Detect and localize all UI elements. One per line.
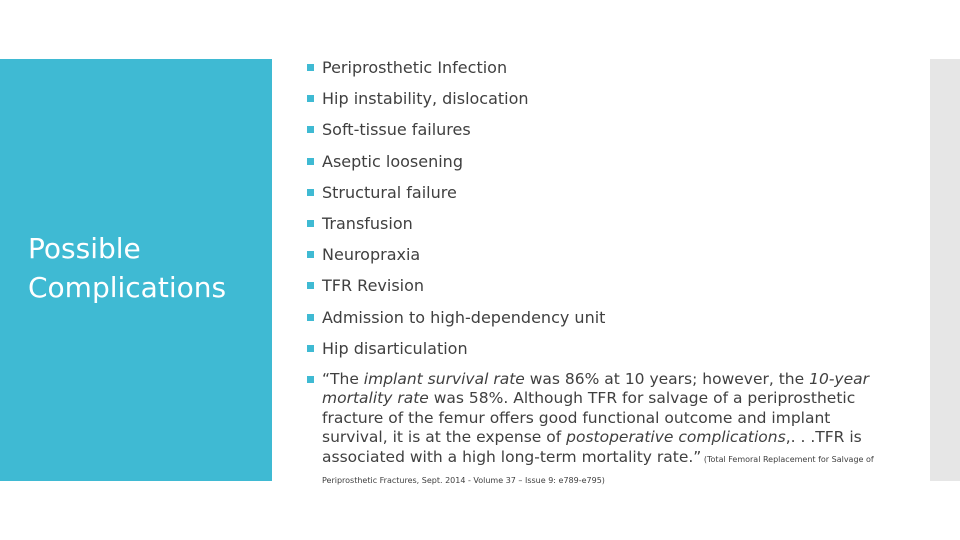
quote-text: ,. . .TFR is associated with a high long-term mortality rate.” bbox=[322, 428, 862, 466]
square-bullet-icon bbox=[307, 251, 314, 258]
list-item-text: Admission to high-dependency unit bbox=[322, 307, 606, 327]
list-item bbox=[306, 245, 876, 264]
square-bullet-icon bbox=[307, 158, 314, 165]
quote-emphasis: 10-year mortality rate bbox=[322, 369, 869, 408]
list-item bbox=[306, 214, 876, 233]
list-item-text: Aseptic loosening bbox=[322, 151, 463, 171]
list-item bbox=[306, 152, 876, 171]
list-item bbox=[306, 339, 876, 358]
square-bullet-icon bbox=[307, 314, 314, 321]
quote-text: was 58%. Although TFR for salvage of a periprosthetic fracture of the femur offers good functional outcome and implant survival, it is at the expense of bbox=[322, 389, 856, 447]
list-item-text: Periprosthetic Infection bbox=[322, 58, 508, 77]
list-item-text: Hip instability, dislocation bbox=[322, 89, 529, 109]
quote-item bbox=[306, 370, 876, 491]
list-item bbox=[306, 120, 876, 139]
list-item bbox=[306, 276, 876, 295]
square-bullet-icon bbox=[307, 126, 314, 133]
slide-title: Possible Complications bbox=[28, 232, 227, 304]
quote-emphasis: implant survival rate bbox=[363, 369, 525, 388]
list-item-text: Soft-tissue failures bbox=[322, 120, 471, 140]
quote-emphasis: postoperative complications bbox=[566, 428, 786, 447]
quote-text: was 86% at 10 years; however, the bbox=[524, 369, 810, 388]
list-item-text: Neuropraxia bbox=[322, 245, 421, 265]
list-item-text: Transfusion bbox=[322, 213, 413, 233]
list-item bbox=[306, 89, 876, 108]
square-bullet-icon bbox=[307, 64, 314, 71]
citation: (Total Femoral Replacement for Salvage of Periprosthetic Fractures, Sept. 2014 - Volume 37 – Issue 9: e789-e795) bbox=[322, 454, 874, 486]
bullet-list bbox=[306, 58, 876, 491]
quote-text: “The bbox=[322, 369, 364, 388]
list-item bbox=[306, 58, 876, 77]
list-item bbox=[306, 183, 876, 202]
list-item bbox=[306, 308, 876, 327]
square-bullet-icon bbox=[307, 376, 314, 383]
square-bullet-icon bbox=[307, 220, 314, 227]
list-item-text: TFR Revision bbox=[322, 276, 425, 296]
square-bullet-icon bbox=[307, 282, 314, 289]
list-item-text: Hip disarticulation bbox=[322, 338, 468, 358]
right-edge-bar bbox=[930, 59, 960, 481]
square-bullet-icon bbox=[307, 189, 314, 196]
square-bullet-icon bbox=[307, 95, 314, 102]
square-bullet-icon bbox=[307, 345, 314, 352]
list-item-text: Structural failure bbox=[322, 182, 457, 202]
